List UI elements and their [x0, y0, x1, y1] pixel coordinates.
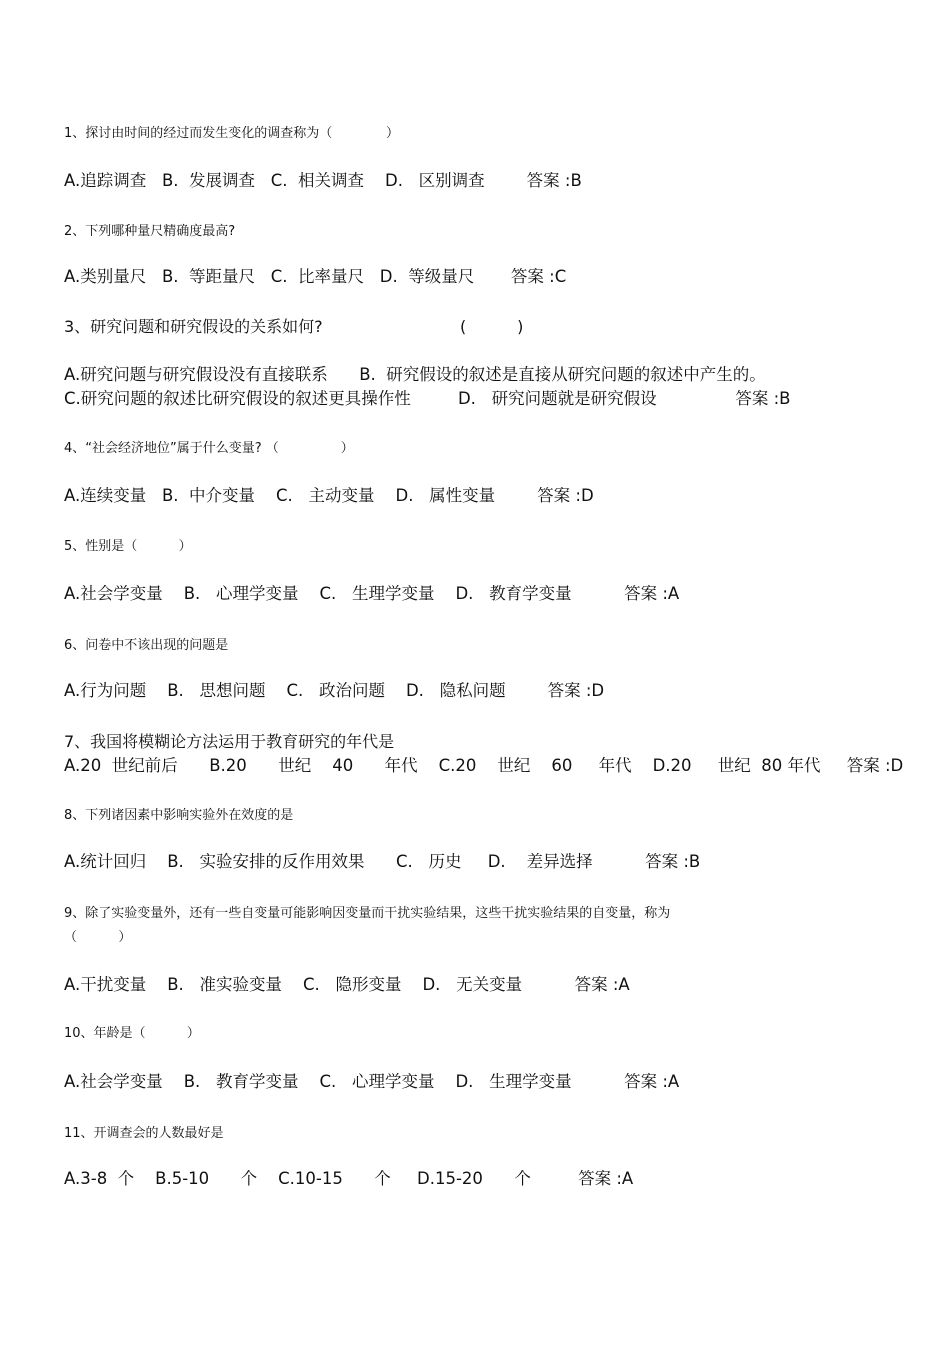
options-3a: A.研究问题与研究假设没有直接联系 B. 研究假设的叙述是直接从研究问题的叙述中产生的。: [64, 365, 766, 384]
options-5: A.社会学变量 B. 心理学变量 C. 生理学变量 D. 教育学变量 答案 :A: [64, 584, 680, 603]
options-2: A.类别量尺 B. 等距量尺 C. 比率量尺 D. 等级量尺 答案 :C: [64, 267, 567, 286]
options-9: A.干扰变量 B. 准实验变量 C. 隐形变量 D. 无关变量 答案 :A: [64, 975, 630, 994]
question-2: 2、下列哪种量尺精确度最高?: [64, 224, 236, 239]
question-9-paren: （ ）: [64, 930, 132, 945]
options-6: A.行为问题 B. 思想问题 C. 政治问题 D. 隐私问题 答案 :D: [64, 681, 605, 700]
question-4: 4、“社会经济地位”属于什么变量? （ ）: [64, 441, 354, 456]
options-11: A.3-8 个 B.5-10 个 C.10-15 个 D.15-20 个 答案 :A: [64, 1169, 634, 1188]
question-10: 10、年龄是（ ）: [64, 1026, 200, 1041]
question-6: 6、问卷中不该出现的问题是: [64, 638, 229, 653]
options-10: A.社会学变量 B. 教育学变量 C. 心理学变量 D. 生理学变量 答案 :A: [64, 1072, 680, 1091]
question-9: 9、除了实验变量外，还有一些自变量可能影响因变量而干扰实验结果，这些干扰实验结果的自变量，称为: [64, 906, 671, 921]
question-11: 11、开调查会的人数最好是: [64, 1126, 224, 1141]
question-8: 8、下列诸因素中影响实验外在效度的是: [64, 808, 294, 823]
question-3: 3、研究问题和研究假设的关系如何? ( ): [64, 317, 524, 336]
options-4: A.连续变量 B. 中介变量 C. 主动变量 D. 属性变量 答案 :D: [64, 486, 594, 505]
options-8: A.统计回归 B. 实验安排的反作用效果 C. 历史 D. 差异选择 答案 :B: [64, 852, 701, 871]
question-1: 1、探讨由时间的经过而发生变化的调查称为（ ）: [64, 126, 399, 141]
options-7: A.20 世纪前后 B.20 世纪 40 年代 C.20 世纪 60 年代 D.20 世纪 80 年代 答案 :D: [64, 756, 904, 775]
question-5: 5、性别是（ ）: [64, 539, 192, 554]
options-1: A.追踪调查 B. 发展调查 C. 相关调查 D. 区别调查 答案 :B: [64, 171, 582, 190]
question-7: 7、我国将模糊论方法运用于教育研究的年代是: [64, 732, 395, 751]
options-3b: C.研究问题的叙述比研究假设的叙述更具操作性 D. 研究问题就是研究假设 答案 :B: [64, 389, 791, 408]
